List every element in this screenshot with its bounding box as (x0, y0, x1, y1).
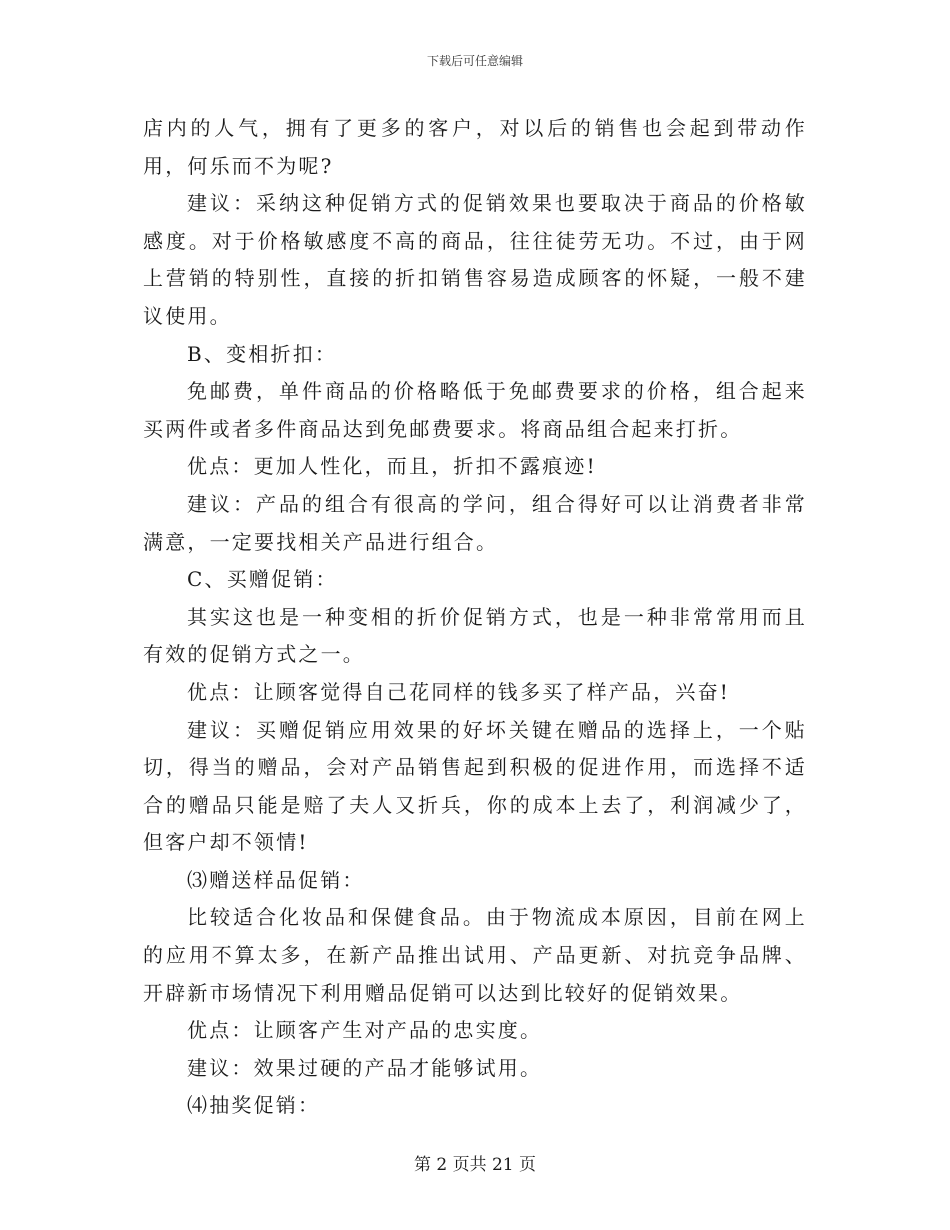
paragraph: 优点：让顾客产生对产品的忠实度。 (187, 1018, 543, 1043)
paragraph: 店内的人气，拥有了更多的客户，对以后的销售也会起到带动作用，何乐而不为呢? (143, 116, 807, 178)
section-heading: ⑶赠送样品促销： (187, 867, 365, 892)
paragraph: 优点：更加人性化，而且，折扣不露痕迹! (187, 454, 597, 479)
page-header: 下载后可任意编辑 (426, 54, 523, 68)
section-heading: B、变相折扣： (187, 341, 338, 366)
section-heading: ⑷抽奖促销： (187, 1093, 321, 1118)
paragraph: 建议：买赠促销应用效果的好坏关键在赠品的选择上，一个贴切，得当的赠品，会对产品销售起到积极的促进作用，而选择不适合的赠品只能是赔了夫人又折兵，你的成本上去了，利润减少了，但客户却不领情! (143, 717, 807, 855)
paragraph: 建议：采纳这种促销方式的促销效果也要取决于商品的价格敏感度。对于价格敏感度不高的商品，往往徒劳无功。不过，由于网上营销的特别性，直接的折扣销售容易造成顾客的怀疑，一般不建议使用。 (143, 191, 807, 328)
paragraph: 免邮费，单件商品的价格略低于免邮费要求的价格，组合起来买两件或者多件商品达到免邮费要求。将商品组合起来打折。 (143, 379, 807, 441)
paragraph: 建议：效果过硬的产品才能够试用。 (187, 1055, 543, 1080)
paragraph: 优点：让顾客觉得自己花同样的钱多买了样产品，兴奋! (187, 679, 731, 704)
paragraph: 其实这也是一种变相的折价促销方式，也是一种非常常用而且有效的促销方式之一。 (143, 604, 807, 667)
document-body (143, 110, 807, 1125)
paragraph: 建议：产品的组合有很高的学问，组合得好可以让消费者非常满意，一定要找相关产品进行组合。 (143, 491, 807, 554)
section-heading: C、买赠促销： (187, 567, 338, 592)
page-number: 第 2 页共 21 页 (413, 1155, 537, 1175)
paragraph: 比较适合化妆品和保健食品。由于物流成本原因，目前在网上的应用不算太多，在新产品推出试用、产品更新、对抗竞争品牌、开辟新市场情况下利用赠品促销可以达到比较好的促销效果。 (143, 905, 807, 1005)
